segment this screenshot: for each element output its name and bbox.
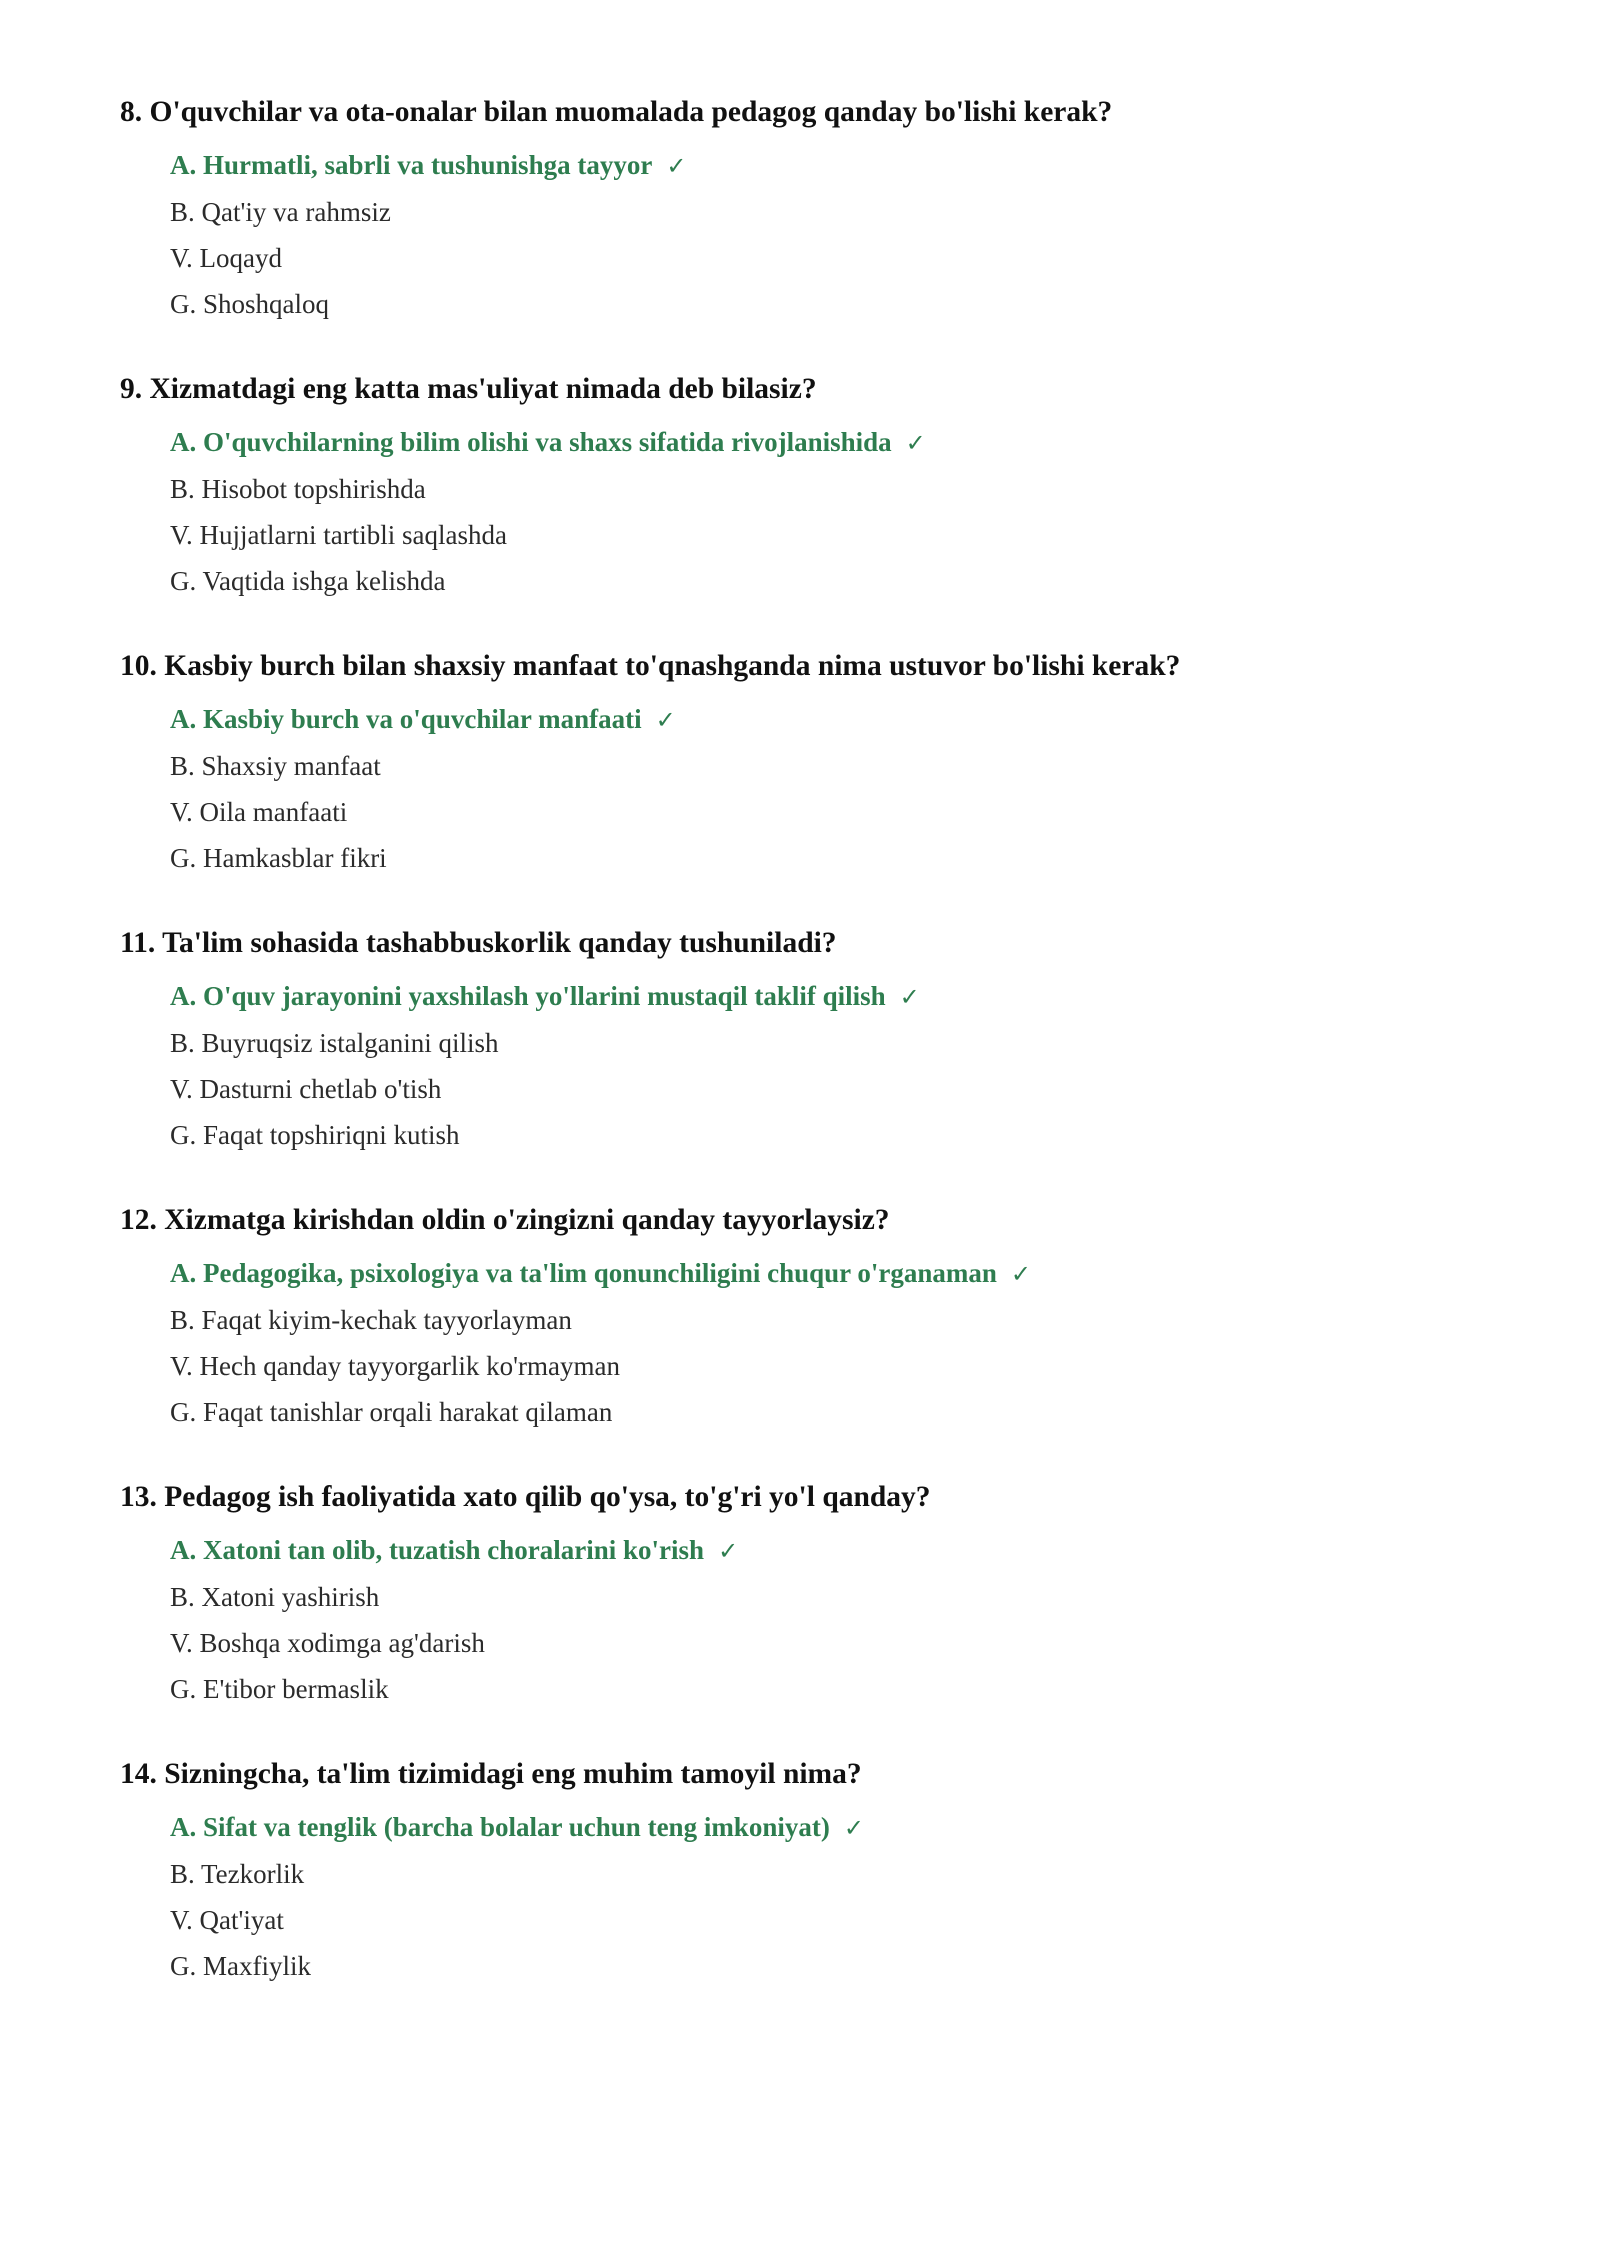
- question-title: 10. Kasbiy burch bilan shaxsiy manfaat to'qnashganda nima ustuvor bo'lishi kerak?: [120, 650, 1181, 682]
- answer-text: G. Shoshqaloq: [170, 289, 330, 319]
- correct-answer-option: [170, 142, 1480, 189]
- question-block: [120, 646, 1480, 881]
- answer-options: [120, 419, 1480, 604]
- answer-text: A. O'quv jarayonini yaxshilash yo'llarini mustaqil taklif qilish: [170, 981, 886, 1011]
- checkmark-icon: ✓: [655, 706, 676, 734]
- answer-option: [170, 1851, 1480, 1897]
- answer-options: [120, 973, 1480, 1158]
- correct-answer-option: [170, 1250, 1480, 1297]
- answer-text: G. E'tibor bermaslik: [170, 1674, 389, 1704]
- answer-text: A. Kasbiy burch va o'quvchilar manfaati: [170, 704, 642, 734]
- answer-text: B. Faqat kiyim-kechak tayyorlayman: [170, 1305, 572, 1335]
- question-block: [120, 1200, 1480, 1435]
- answer-option: [170, 1343, 1480, 1389]
- answer-text: A. Xatoni tan olib, tuzatish choralarini ko'rish: [170, 1535, 705, 1565]
- question-list: [120, 92, 1480, 1989]
- answer-text: V. Hech qanday tayyorgarlik ko'rmayman: [170, 1351, 620, 1381]
- answer-text: V. Dasturni chetlab o'tish: [170, 1074, 442, 1104]
- checkmark-icon: ✓: [843, 1814, 864, 1842]
- answer-text: B. Hisobot topshirishda: [170, 474, 426, 504]
- checkmark-icon: ✓: [718, 1537, 739, 1565]
- answer-option: [170, 1897, 1480, 1943]
- answer-options: [120, 1804, 1480, 1989]
- question-block: [120, 1477, 1480, 1712]
- answer-text: V. Hujjatlarni tartibli saqlashda: [170, 520, 507, 550]
- correct-answer-option: [170, 419, 1480, 466]
- answer-text: A. Pedagogika, psixologiya va ta'lim qonunchiligini chuqur o'rganaman: [170, 1258, 997, 1288]
- answer-option: [170, 743, 1480, 789]
- answer-text: A. Sifat va tenglik (barcha bolalar uchun teng imkoniyat): [170, 1812, 830, 1842]
- question-title: 9. Xizmatdagi eng katta mas'uliyat nimada deb bilasiz?: [120, 373, 817, 405]
- answer-option: [170, 235, 1480, 281]
- answer-option: [170, 1620, 1480, 1666]
- answer-text: B. Tezkorlik: [170, 1859, 305, 1889]
- question-block: [120, 369, 1480, 604]
- answer-text: B. Buyruqsiz istalganini qilish: [170, 1028, 499, 1058]
- answer-option: [170, 189, 1480, 235]
- answer-option: [170, 1666, 1480, 1712]
- answer-text: G. Hamkasblar fikri: [170, 843, 387, 873]
- answer-text: B. Shaxsiy manfaat: [170, 751, 381, 781]
- answer-option: [170, 1574, 1480, 1620]
- answer-options: [120, 696, 1480, 881]
- checkmark-icon: ✓: [905, 429, 926, 457]
- answer-text: G. Faqat topshiriqni kutish: [170, 1120, 460, 1150]
- answer-option: [170, 281, 1480, 327]
- answer-options: [120, 1250, 1480, 1435]
- answer-options: [120, 1527, 1480, 1712]
- answer-option: [170, 512, 1480, 558]
- answer-text: A. Hurmatli, sabrli va tushunishga tayyor: [170, 150, 653, 180]
- answer-text: G. Faqat tanishlar orqali harakat qilaman: [170, 1397, 613, 1427]
- answer-option: [170, 1297, 1480, 1343]
- answer-text: G. Vaqtida ishga kelishda: [170, 566, 446, 596]
- answer-text: V. Oila manfaati: [170, 797, 348, 827]
- answer-option: [170, 1020, 1480, 1066]
- question-title: 12. Xizmatga kirishdan oldin o'zingizni qanday tayyorlaysiz?: [120, 1204, 890, 1236]
- answer-option: [170, 1112, 1480, 1158]
- question-block: [120, 1754, 1480, 1989]
- correct-answer-option: [170, 1804, 1480, 1851]
- question-title: 13. Pedagog ish faoliyatida xato qilib qo'ysa, to'g'ri yo'l qanday?: [120, 1481, 931, 1513]
- answer-option: [170, 1943, 1480, 1989]
- correct-answer-option: [170, 1527, 1480, 1574]
- answer-option: [170, 466, 1480, 512]
- answer-option: [170, 835, 1480, 881]
- question-title: 11. Ta'lim sohasida tashabbuskorlik qanday tushuniladi?: [120, 927, 837, 959]
- question-block: [120, 923, 1480, 1158]
- answer-option: [170, 1066, 1480, 1112]
- answer-text: G. Maxfiylik: [170, 1951, 311, 1981]
- checkmark-icon: ✓: [666, 152, 687, 180]
- answer-text: A. O'quvchilarning bilim olishi va shaxs sifatida rivojlanishida: [170, 427, 892, 457]
- question-block: [120, 92, 1480, 327]
- correct-answer-option: [170, 973, 1480, 1020]
- answer-text: B. Qat'iy va rahmsiz: [170, 197, 391, 227]
- checkmark-icon: ✓: [1010, 1260, 1032, 1288]
- answer-option: [170, 789, 1480, 835]
- answer-option: [170, 1389, 1480, 1435]
- answer-text: V. Loqayd: [170, 243, 282, 273]
- answer-text: B. Xatoni yashirish: [170, 1582, 380, 1612]
- answer-text: V. Qat'iyat: [170, 1905, 284, 1935]
- question-title: 8. O'quvchilar va ota-onalar bilan muomalada pedagog qanday bo'lishi kerak?: [120, 96, 1113, 128]
- question-title: 14. Sizningcha, ta'lim tizimidagi eng muhim tamoyil nima?: [120, 1758, 862, 1790]
- checkmark-icon: ✓: [899, 983, 920, 1011]
- answer-text: V. Boshqa xodimga ag'darish: [170, 1628, 485, 1658]
- answer-option: [170, 558, 1480, 604]
- correct-answer-option: [170, 696, 1480, 743]
- answer-options: [120, 142, 1480, 327]
